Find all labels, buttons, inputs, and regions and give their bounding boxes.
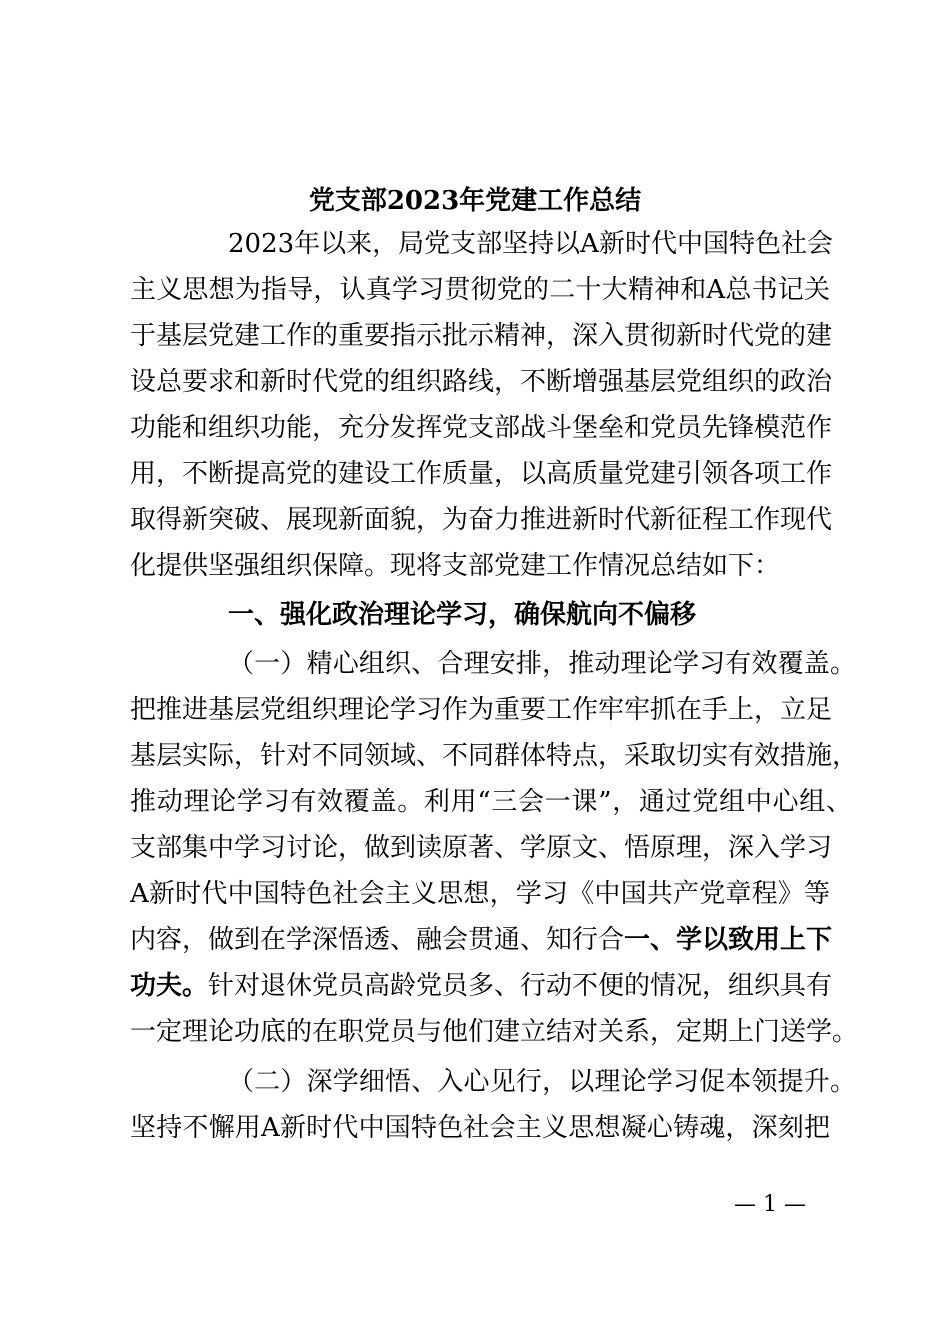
sub1-line-3: 基层实际，针对不同领域、不同群体特点，采取切实有效措施， [130,741,859,771]
intro-line-6: 用，不断提高党的建设工作质量，以高质量党建引领各项工作 [130,459,833,489]
section-heading-1: 一、强化政治理论学习，确保航向不偏移 [228,600,697,630]
sub1-line-7 [130,917,833,963]
sub1-line-7-bold: 一、学以致用上下 [624,925,833,955]
sub1-line-8-bold: 功夫。 [130,971,209,1001]
sub1-line-8-normal: 针对退休党员高龄党员多、行动不便的情况，组织具有 [208,971,833,1001]
sub1-line-7-normal: 内容，做到在学深悟透、融会贯通、知行合 [130,925,625,955]
sub1-line-9: 一定理论功底的在职党员与他们建立结对关系，定期上门送学。 [130,1017,859,1047]
intro-line-1: 2023年以来，局党支部坚持以A新时代中国特色社会 [228,229,833,259]
intro-line-3: 于基层党建工作的重要指示批示精神，深入贯彻新时代党的建 [130,321,833,351]
sub1-line-2: 把推进基层党组织理论学习作为重要工作牢牢抓在手上，立足 [130,695,833,725]
page-number: — 1 — [734,1192,806,1217]
sub1-line-5: 支部集中学习讨论，做到读原著、学原文、悟原理，深入学习 [130,833,833,863]
intro-line-7: 取得新突破、展现新面貌，为奋力推进新时代新征程工作现代 [130,505,833,535]
document-title: 党支部2023年党建工作总结 [308,186,642,216]
subsection-1-heading: （一）精心组织、合理安排，推动理论学习有效覆盖。 [228,649,856,679]
subsection-2-heading: （二）深学细悟、入心见行，以理论学习促本领提升。 [228,1067,856,1097]
sub2-line-2: 坚持不懈用A新时代中国特色社会主义思想凝心铸魂，深刻把 [130,1113,830,1143]
sub1-line-4: 推动理论学习有效覆盖。利用“三会一课”，通过党组中心组、 [130,787,852,817]
intro-line-8: 化提供坚强组织保障。现将支部党建工作情况总结如下： [130,551,781,581]
sub1-line-6: A新时代中国特色社会主义思想，学习《中国共产党章程》等 [130,879,830,909]
intro-line-2: 主义思想为指导，认真学习贯彻党的二十大精神和A总书记关 [130,275,830,305]
sub1-line-8 [130,963,833,1009]
intro-line-4: 设总要求和新时代党的组织路线，不断增强基层党组织的政治 [130,367,833,397]
intro-line-5: 功能和组织功能，充分发挥党支部战斗堡垒和党员先锋模范作 [130,413,833,443]
